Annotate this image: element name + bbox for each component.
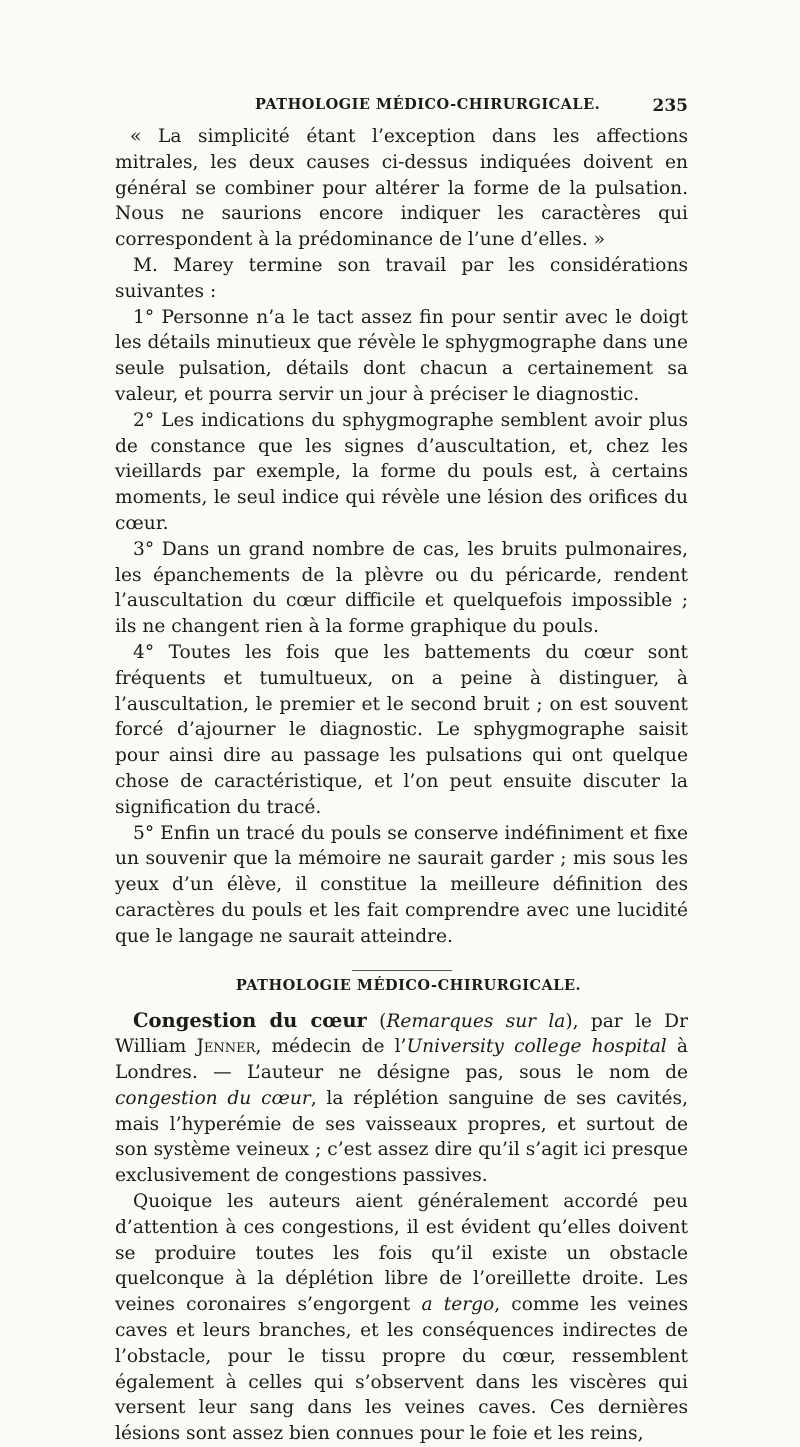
book-page [115,96,688,1447]
article-text-part: ), par le Dr William [115,1010,688,1058]
article-text-part: à Londres. — L’auteur ne désigne pas, sous le nom de [115,1036,688,1084]
article-text-part: Quoique les auteurs aient généralement accordé peu d’attention à ces congestions, il est évident qu’elles doivent se produire toutes les fois qu’il existe un obstacle quelconque à la déplétion libre de l’oreillette droite. Les veines coronaires s’engorgent [115,1191,688,1316]
page-number: 235 [652,96,688,116]
article-term: congestion du cœur [115,1087,311,1109]
running-head [115,96,688,124]
running-title: PATHOLOGIE MÉDICO-CHIRURGICALE. [255,96,601,113]
paragraph-point-4: 4° Toutes les fois que les battements du cœur sont fréquents et tumultueux, on a peine à distinguer, à l’auscultation, le premier et le second bruit ; on est souvent forcé d’ajourner le diagnostic. Le sphygmographe saisit pour ainsi dire au passage les pulsations qui ont quelque chose de caractéristique, et l’on peut ensuite discuter la signification du tracé. [115,641,688,818]
article-text-part: ( [366,1010,387,1032]
article-text-part: , médecin de l’ [255,1036,407,1058]
section-heading: PATHOLOGIE MÉDICO-CHIRURGICALE. [235,976,582,994]
paragraph-point-2: 2° Les indications du sphygmographe semblent avoir plus de constance que les signes d’auscultation, et, chez les vieillards par exemple, la forme du pouls est, à certains moments, le seul indice qui révèle une lésion des orifices du cœur. [115,409,688,534]
paragraph-point-1: 1° Personne n’a le tact assez fin pour sentir avec le doigt les détails minutieux que révèle le sphygmographe dans une seule pulsation, détails dont chacun a certainement sa valeur, et pourra servir un jour à préciser le diagnostic. [115,306,688,405]
article-text-part: , la réplétion sanguine de ses cavités, mais l’hyperémie de ses vaisseaux propres, et surtout de son système veineux ; c’est assez dire qu’il s’agit ici presque exclusivement de congestions passives. [115,1087,688,1187]
article-author: Jenner [196,1036,256,1058]
article-paragraph-1 [115,1008,688,1190]
paragraph-quote: « La simplicité étant l’exception dans les affections mitrales, les deux causes ci-dessus indiquées doivent en général se combiner pour altérer la forme de la pulsation. Nous ne saurions encore indiquer les caractères qui correspondent à la prédominance de l’une d’elles. » [115,126,688,251]
paragraph-intro: M. Marey termine son travail par les considérations suivantes : [115,254,688,302]
article-institution: University college hospital [406,1036,667,1058]
article-paragraph-2 [115,1189,688,1447]
article-title: Congestion du cœur [133,1008,367,1032]
article-text-part: , comme les veines caves et leurs branches, et les conséquences indirectes de l’obstacle, pour le tissu propre du cœur, ressemblent également à celles qui s’observent dans les viscères qui versent leur sang dans les veines caves. Ces dernières lésions sont assez bien connues pour le foie et les reins, [115,1294,689,1445]
article-subtitle: Remarques sur la [386,1010,566,1032]
article-emphasis: a tergo [421,1294,495,1316]
paragraph-point-5: 5° Enfin un tracé du pouls se conserve indéfiniment et fixe un souvenir que la mémoire ne saurait garder ; mis sous les yeux d’un élève, il constitue la meilleure définition des caractères du pouls et les fait comprendre avec une lucidité que le langage ne saurait atteindre. [115,822,688,947]
paragraph-point-3: 3° Dans un grand nombre de cas, les bruits pulmonaires, les épanchements de la plèvre ou du péricarde, rendent l’auscultation du cœur difficile et quelquefois impossible ; ils ne changent rien à la forme graphique du pouls. [115,538,688,638]
section-divider [352,970,452,971]
